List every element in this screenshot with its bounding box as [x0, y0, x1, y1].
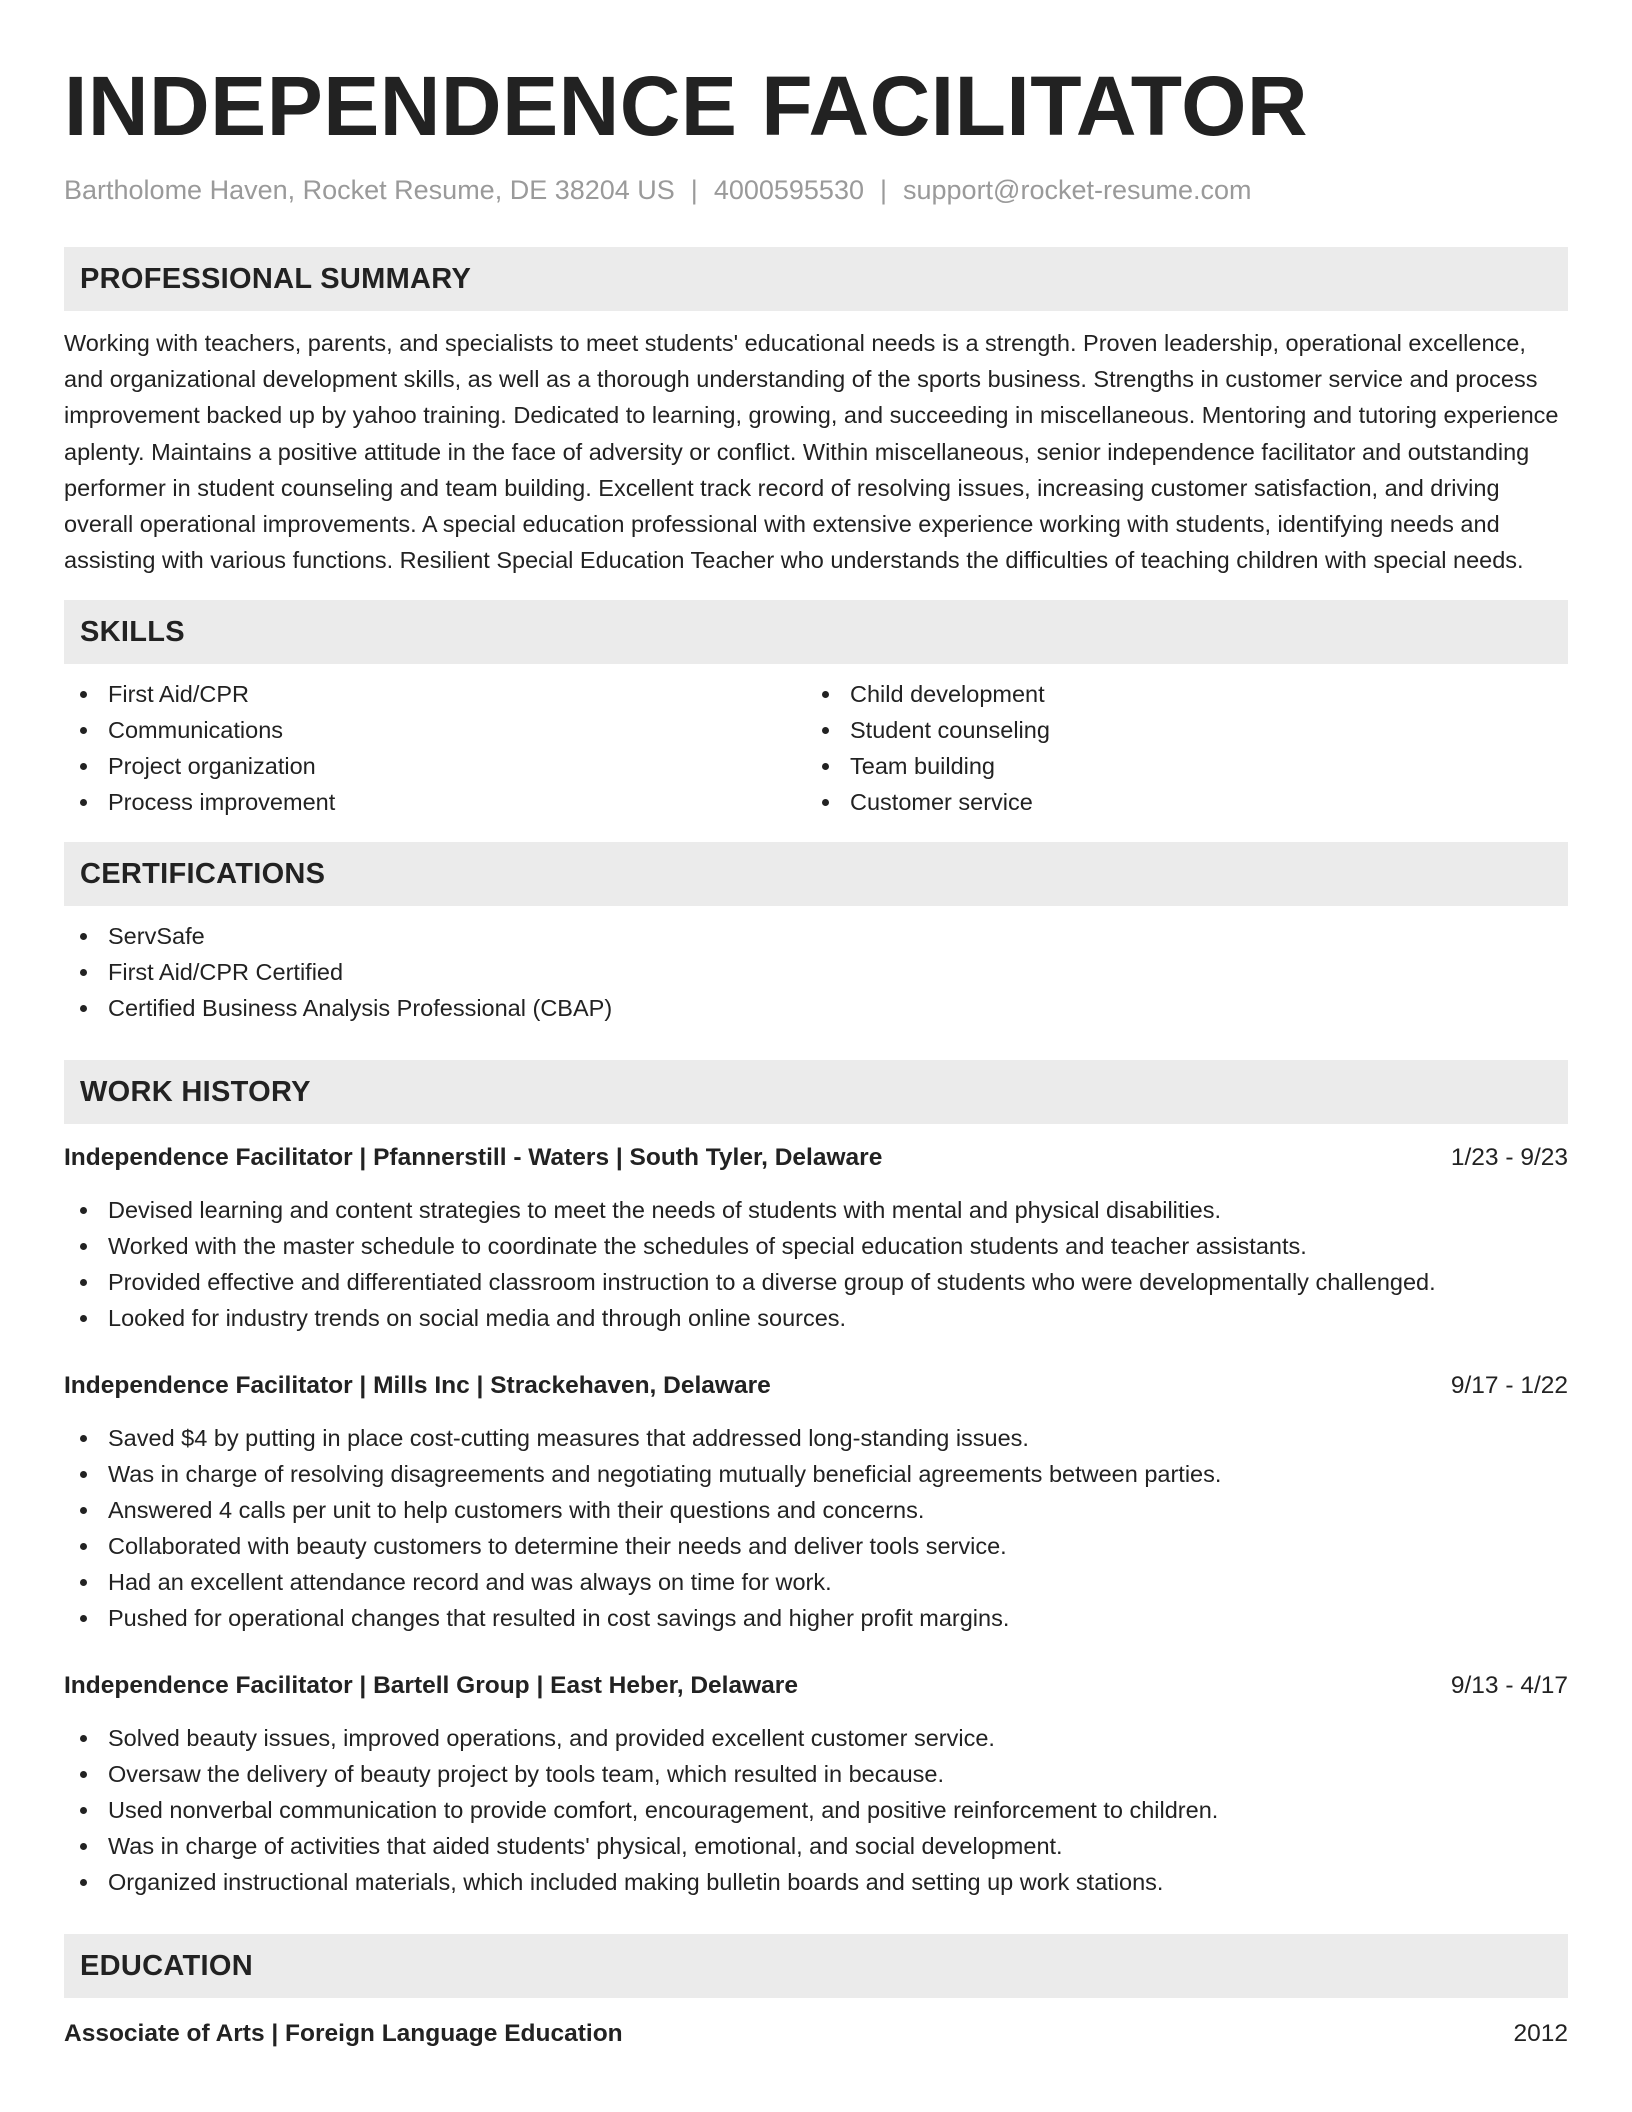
- job-bullets: [64, 1192, 1568, 1336]
- job-bullet: Organized instructional materials, which included making bulletin boards and setting up work stations.: [64, 1864, 1568, 1900]
- job-entry: [64, 1368, 1568, 1636]
- skill-item: Communications: [64, 712, 806, 748]
- skill-item: First Aid/CPR: [64, 676, 806, 712]
- job-bullet: Provided effective and differentiated classroom instruction to a diverse group of students who were developmentally challenged.: [64, 1264, 1568, 1300]
- job-header: [64, 1140, 1568, 1176]
- job-entry: [64, 1140, 1568, 1336]
- skill-item: Team building: [806, 748, 1548, 784]
- job-bullet: Devised learning and content strategies to meet the needs of students with mental and physical disabilities.: [64, 1192, 1568, 1228]
- job-dates: 9/17 - 1/22: [1450, 1372, 1568, 1400]
- certification-item: First Aid/CPR Certified: [64, 954, 1568, 990]
- job-bullet: Was in charge of resolving disagreements and negotiating mutually beneficial agreements between parties.: [64, 1456, 1568, 1492]
- contact-line: [64, 172, 1568, 208]
- job-bullets: [64, 1720, 1568, 1900]
- job-bullets: [64, 1420, 1568, 1636]
- contact-separator: |: [879, 175, 887, 205]
- contact-phone: 4000595530: [713, 175, 864, 205]
- resume-name: INDEPENDENCE FACILITATOR: [64, 59, 1309, 153]
- job-dates: 1/23 - 9/23: [1450, 1144, 1568, 1172]
- certification-item: Certified Business Analysis Professional (CBAP): [64, 990, 1568, 1026]
- education-entry: [64, 2016, 1568, 2052]
- job-bullet: Solved beauty issues, improved operations, and provided excellent customer service.: [64, 1720, 1568, 1756]
- job-bullet: Had an excellent attendance record and was always on time for work.: [64, 1564, 1568, 1600]
- job-bullet: Used nonverbal communication to provide comfort, encouragement, and positive reinforcement to children.: [64, 1792, 1568, 1828]
- job-bullet: Pushed for operational changes that resulted in cost savings and higher profit margins.: [64, 1600, 1568, 1636]
- job-bullet: Oversaw the delivery of beauty project by tools team, which resulted in because.: [64, 1756, 1568, 1792]
- job-bullet: Answered 4 calls per unit to help customers with their questions and concerns.: [64, 1492, 1568, 1528]
- skill-item: Child development: [806, 676, 1548, 712]
- skills-list-right: [806, 676, 1548, 820]
- contact-separator: |: [690, 175, 698, 205]
- job-bullet: Collaborated with beauty customers to determine their needs and deliver tools service.: [64, 1528, 1568, 1564]
- job-header: [64, 1368, 1568, 1404]
- certifications-list: [64, 918, 1568, 1026]
- contact-address: Bartholome Haven, Rocket Resume, DE 38204 US: [64, 175, 675, 205]
- summary-heading: PROFESSIONAL SUMMARY: [64, 247, 1568, 311]
- skill-item: Project organization: [64, 748, 806, 784]
- education-date: 2012: [1513, 2020, 1568, 2048]
- education-title: Associate of Arts | Foreign Language Education: [64, 2020, 623, 2048]
- skill-item: Process improvement: [64, 784, 806, 820]
- job-entry: [64, 1668, 1568, 1900]
- job-title: Independence Facilitator | Pfannerstill - Waters | South Tyler, Delaware: [64, 1144, 883, 1172]
- job-header: [64, 1668, 1568, 1704]
- certifications-heading: CERTIFICATIONS: [64, 842, 1568, 906]
- skills-heading: SKILLS: [64, 600, 1568, 664]
- job-bullet: Was in charge of activities that aided students' physical, emotional, and social development.: [64, 1828, 1568, 1864]
- skill-item: Student counseling: [806, 712, 1548, 748]
- job-title: Independence Facilitator | Mills Inc | Strackehaven, Delaware: [64, 1372, 771, 1400]
- job-title: Independence Facilitator | Bartell Group | East Heber, Delaware: [64, 1672, 798, 1700]
- resume-page: [64, 0, 1568, 2052]
- skills-grid: [64, 664, 1568, 820]
- work-history-heading: WORK HISTORY: [64, 1060, 1568, 1124]
- job-dates: 9/13 - 4/17: [1450, 1672, 1568, 1700]
- job-bullet: Worked with the master schedule to coordinate the schedules of special education students and teacher assistants.: [64, 1228, 1568, 1264]
- contact-email: support@rocket-resume.com: [903, 175, 1252, 205]
- education-heading: EDUCATION: [64, 1934, 1568, 1998]
- skill-item: Customer service: [806, 784, 1548, 820]
- skills-list-left: [64, 676, 806, 820]
- certification-item: ServSafe: [64, 918, 1568, 954]
- job-bullet: Saved $4 by putting in place cost-cutting measures that addressed long-standing issues.: [64, 1420, 1568, 1456]
- job-bullet: Looked for industry trends on social media and through online sources.: [64, 1300, 1568, 1336]
- summary-text: Working with teachers, parents, and specialists to meet students' educational needs is a strength. Proven leadership, operational excellence, and organizational development skills, as well as a thorough understanding of the sports business. Strengths in customer service and process improvement backed up by yahoo training. Dedicated to learning, growing, and succeeding in miscellaneous. Mentoring and tutoring experience aplenty. Maintains a positive attitude in the face of adversity or conflict. Within miscellaneous, senior independence facilitator and outstanding performer in student counseling and team building. Excellent track record of resolving issues, increasing customer satisfaction, and driving overall operational improvements. A special education professional with extensive experience working with students, identifying needs and assisting with various functions. Resilient Special Education Teacher who understands the difficulties of teaching children with special needs.: [64, 330, 1559, 574]
